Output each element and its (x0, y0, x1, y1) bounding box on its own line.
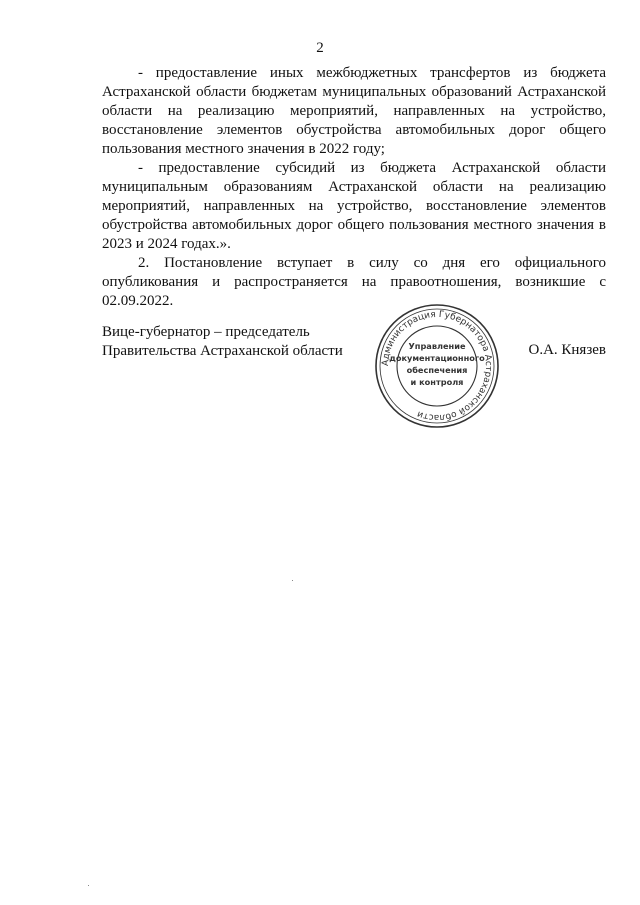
document-body (102, 64, 606, 311)
scan-speck (292, 580, 293, 581)
stamp-center-line: документационного (389, 353, 485, 363)
stamp-center-text (389, 341, 485, 387)
scan-speck (88, 885, 89, 886)
paragraph-subsidies: - предоставление субсидий из бюджета Астраханской области муниципальным образованиям Астраханской области на реализацию мероприятий, направленных на устройство, восстановление элементов обустройства автомобильных дорог общего пользования местного значения в 2023 и 2024 годах.». (102, 160, 606, 252)
page-number: 2 (316, 40, 324, 56)
stamp-center-line: Управление (408, 341, 466, 351)
official-stamp (372, 301, 502, 431)
stamp-center-line: обеспечения (406, 365, 468, 375)
paragraph-interbudget-transfers: - предоставление иных межбюджетных трансфертов из бюджета Астраханской области бюджетам муниципальных образований Астраханской области на реализацию мероприятий, направленных на устройство, восстановление элементов обустройства автомобильных дорог общего пользования местного значения в 2022 году; (102, 65, 606, 157)
stamp-ring-text: Администрация Губернатора Астраханской области (380, 309, 494, 423)
paragraph-effective-date: 2. Постановление вступает в силу со дня его официального опубликования и распространяется на правоотношения, возникшие с 02.09.2022. (102, 255, 606, 309)
stamp-center-line: и контроля (410, 377, 464, 387)
signatory-name: О.А. Князев (528, 342, 606, 358)
signatory-title-line1: Вице-губернатор – председатель (102, 324, 310, 340)
signatory-title-line2: Правительства Астраханской области (102, 343, 343, 359)
signature-block (102, 309, 606, 423)
signatory-title (102, 323, 343, 361)
